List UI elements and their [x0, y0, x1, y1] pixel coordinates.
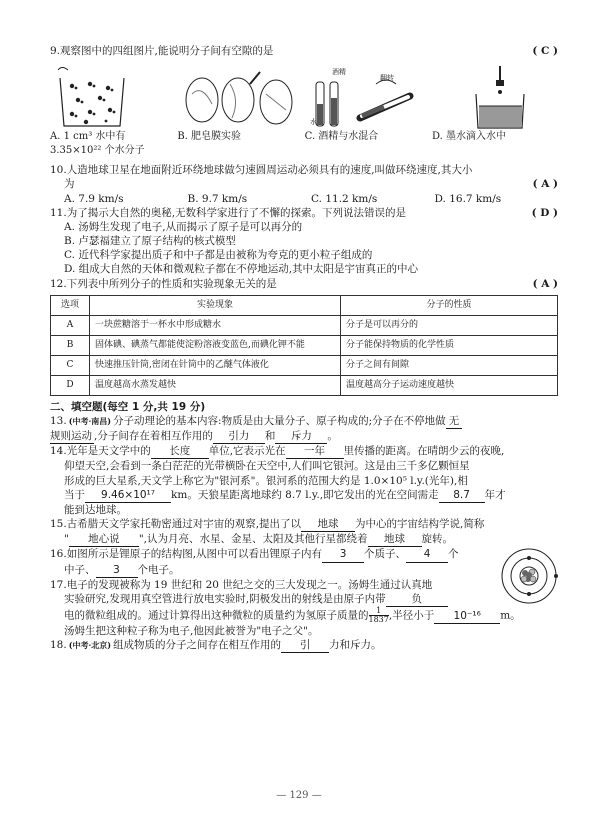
q10-option-d: D. 16.7 km/s: [434, 192, 502, 205]
q9-option-d: D. 墨水滴入水中: [431, 131, 507, 143]
q11-option-d: D. 组成大自然的天体和微观粒子都在不停地运动,其中太阳是宇宙真正的中心: [64, 263, 419, 276]
q17-line4: 汤姆生把这种粒子称为电子,他因此被誉为"电子之父"。: [64, 625, 319, 638]
q17-line1: 17.电子的发现被称为 19 世纪和 20 世纪之交的三大发现之一。汤姆生通过认真地: [50, 578, 433, 591]
q13-number: 13.: [50, 414, 67, 427]
q14-text: 14.光年是天文学中的: [50, 445, 151, 458]
q11-answer: ( D ): [531, 206, 558, 219]
answer-blank: 一年: [286, 444, 344, 459]
q9-options: [50, 130, 558, 157]
q13-text: ,分子间存在着相互作用的: [94, 430, 213, 443]
question-11: [50, 206, 558, 277]
table-header: 选项: [51, 295, 90, 315]
q13-text: 分子动理论的基本内容:物质是由大量分子、原子构成的;分子在不停地做: [113, 414, 446, 427]
q14-text: 里传播的距离。在晴朗少云的夜晚,: [343, 445, 505, 458]
answer-blank: 地球: [301, 517, 355, 532]
q10-options: [50, 192, 558, 206]
worksheet-page: [50, 44, 558, 653]
table-cell: 温度越高分子运动速度越快: [341, 375, 558, 395]
answer-blank: 地心说: [69, 532, 139, 547]
table-cell: 一块蔗糖溶于一杯水中形成糖水: [90, 315, 341, 335]
question-10: [50, 163, 558, 206]
fraction-numerator: 1: [369, 607, 389, 616]
q18-number: 18.: [50, 639, 67, 652]
table-cell: D: [51, 375, 90, 395]
answer-blank: 9.46×10¹⁷: [85, 488, 171, 503]
q14-text: 当于: [64, 488, 85, 501]
answer-blank: 规则运动: [50, 429, 94, 444]
q17-text: ,半径小于: [388, 609, 435, 622]
table-row: [51, 335, 558, 355]
q10-option-b: B. 9.7 km/s: [187, 192, 248, 205]
q9-answer: ( C ): [532, 45, 558, 57]
q16-text: 中子、: [64, 563, 96, 576]
q9-option-a: A. 1 cm³ 水中有 3.35×10²² 个水分子: [50, 131, 145, 156]
answer-blank: 10⁻¹⁶: [434, 609, 500, 624]
q11-option-a: A. 汤姆生发现了电子,从而揭示了原子是可以再分的: [64, 220, 303, 233]
q15-text: ",认为月亮、水星、金星、太阳及其他行星都绕着: [138, 533, 368, 546]
table-header: 实验现象: [90, 295, 341, 315]
question-14: [50, 444, 558, 517]
q18-text: 组成物质的分子之间存在相互作用的: [113, 639, 282, 652]
q11-option-b: B. 卢瑟福建立了原子结构的核式模型: [64, 235, 236, 248]
question-9: [50, 44, 558, 157]
table-header-row: [51, 295, 558, 315]
answer-blank: 无: [446, 414, 463, 429]
table-cell: 分子能保持物质的化学性质: [341, 335, 558, 355]
question-15: [50, 517, 558, 547]
q10-option-c: C. 11.2 km/s: [311, 192, 378, 205]
question-16: [50, 547, 558, 577]
soap-film-icon: [180, 64, 298, 130]
q11-option-c: C. 近代科学家提出质子和中子都是由被称为夸克的更小粒子组成的: [64, 249, 373, 262]
page-number: — 129 —: [276, 790, 322, 801]
q14-text: 年才: [484, 488, 506, 501]
q16-text: 个质子、: [364, 548, 407, 561]
q12-answer: ( A ): [532, 277, 558, 290]
alcohol-label: 酒精: [332, 68, 346, 77]
section-heading: 二、填空题(每空 1 分,共 19 分): [50, 400, 206, 413]
q14-text: 单位,它表示光在: [208, 445, 286, 458]
q12-table: [50, 295, 558, 396]
q14-text: km。天狼星距离地球约 8.7 l.y.,即它发出的光在空间需走: [171, 488, 439, 501]
table-cell: 快速推压针筒,密闭在针筒中的乙醚气体液化: [90, 355, 341, 375]
fraction-denominator: 1837: [368, 615, 389, 625]
q9-figures: [50, 64, 558, 130]
exam-source-tag: (中考·北京): [68, 640, 112, 651]
molecules-in-cup-icon: [50, 64, 168, 130]
table-cell: 分子是可以再分的: [341, 315, 558, 335]
q17-text: m。: [500, 609, 521, 622]
table-cell: 温度越高水蒸发越快: [90, 375, 341, 395]
q14-line5: 能到达地球。: [64, 503, 127, 516]
q11-stem: 11.为了揭示大自然的奥秘,无数科学家进行了不懈的探索。下列说法错误的是: [50, 206, 407, 219]
table-header: 分子的性质: [341, 295, 558, 315]
q16-text: 16.如图所示是锂原子的结构图,从图中可以看出锂原子内有: [50, 548, 323, 561]
q18-text: 力和斥力。: [329, 639, 382, 652]
q13-text: 。: [327, 430, 338, 443]
q17-text: 电的微粒组成的。通过计算得出这种微粒的质量约为氢原子质量的: [64, 609, 369, 622]
q15-text: 为中心的宇宙结构学说,简称: [355, 518, 485, 531]
answer-blank: 8.7: [439, 488, 485, 503]
q15-text: 旋转。: [421, 533, 454, 546]
q15-text: 15.古希腊天文学家托勒密通过对宇宙的观察,提出了以: [50, 518, 302, 531]
table-cell: 分子之间有间隙: [341, 355, 558, 375]
q14-line3: 形成的巨大星系,天文学上称它为"银河系"。银河系的范围大约是 1.0×10⁵ l.y.(光年),相: [64, 474, 468, 487]
q9-option-c: C. 酒精与水混合: [304, 131, 379, 143]
q16-text: 个: [448, 548, 459, 561]
question-13: [50, 414, 558, 444]
q16-text: 个电子。: [137, 563, 180, 576]
q17-text: 实验研究,发现用真空管进行放电实验时,阴极发出的射线是由原子内带: [64, 592, 386, 605]
answer-blank: 长度: [151, 444, 209, 459]
answer-blank: 引: [281, 638, 329, 653]
answer-blank: 负: [386, 592, 448, 607]
answer-blank: 3: [96, 563, 138, 578]
ink-drop-beaker-icon: [440, 64, 558, 130]
q10-stem-line2: 为: [64, 178, 75, 191]
q13-text: 和: [264, 430, 276, 443]
answer-blank: 4: [406, 547, 448, 562]
q14-line2: 仰望天空,会看到一条白茫茫的光带横卧在天空中,人们叫它银河。这是由三千多亿颗恒星: [64, 460, 470, 473]
answer-blank: 地球: [368, 532, 422, 547]
exam-source-tag: (中考·南昌): [68, 415, 112, 426]
table-cell: C: [51, 355, 90, 375]
table-row: [51, 375, 558, 395]
q9-option-b: B. 肥皂膜实验: [177, 131, 242, 143]
table-cell: 固体碘、碘蒸气都能使淀粉溶液变蓝色,而碘化钾不能: [90, 335, 341, 355]
table-cell: B: [51, 335, 90, 355]
alcohol-water-mix-icon: [310, 64, 428, 130]
flip-label: 翻转: [380, 74, 394, 83]
question-18: [50, 638, 558, 653]
q15-text: ": [64, 533, 69, 546]
answer-blank: 斥力: [275, 429, 327, 444]
q9-stem: 9.观察图中的四组图片,能说明分子间有空隙的是: [50, 45, 274, 57]
question-12: [50, 277, 558, 396]
q10-option-a: A. 7.9 km/s: [64, 192, 124, 205]
table-row: [51, 355, 558, 375]
answer-blank: 引力: [213, 429, 265, 444]
q10-answer: ( A ): [532, 178, 558, 191]
q10-stem-line1: 10.人造地球卫星在地面附近环绕地球做匀速圆周运动必须具有的速度,叫做环绕速度,其大小: [50, 164, 473, 177]
question-17: [50, 578, 558, 639]
table-cell: A: [51, 315, 90, 335]
table-row: [51, 315, 558, 335]
q12-stem: 12.下列表中所列分子的性质和实验现象无关的是: [50, 277, 277, 290]
fraction: [369, 607, 389, 624]
water-label: 水: [310, 118, 317, 127]
answer-blank: 3: [322, 547, 364, 562]
